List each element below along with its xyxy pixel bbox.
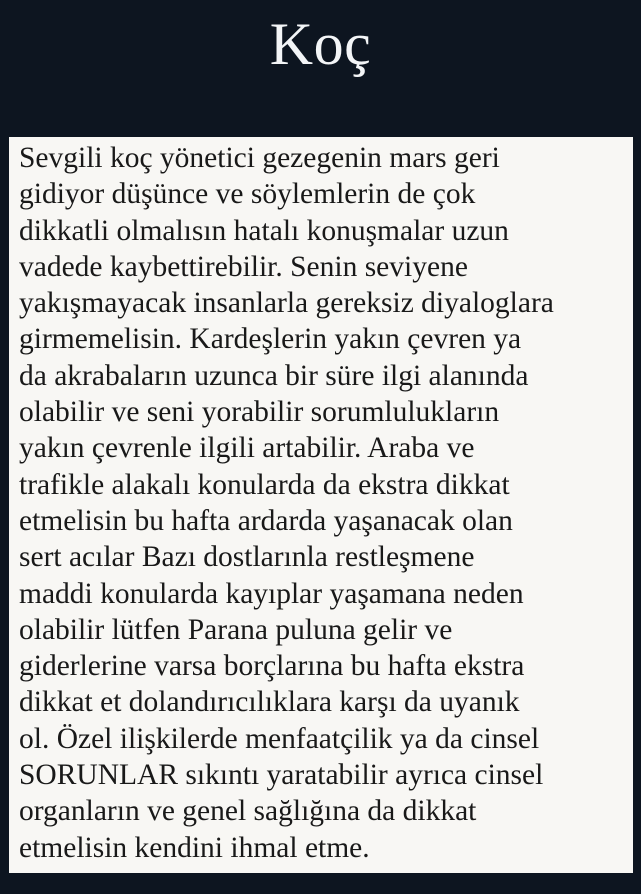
horoscope-text-line: girmemelisin. Kardeşlerin yakın çevren ya (19, 323, 522, 356)
horoscope-text-line: olabilir lütfen Parana puluna gelir ve (19, 613, 453, 646)
horoscope-text-line: dikkat et dolandırıcılıklara karşı da uyanık (19, 686, 520, 719)
horoscope-text-line: gidiyor düşünce ve söylemlerin de çok (19, 178, 476, 211)
horoscope-text-line: yakın çevrenle ilgili artabilir. Araba ve (19, 432, 475, 465)
zodiac-sign-title: Koç (269, 11, 372, 77)
horoscope-text-line: maddi konularda kayıplar yaşamana neden (19, 577, 524, 610)
horoscope-body-text (19, 140, 629, 866)
horoscope-text-line: sert acılar Bazı dostlarınla restleşmene (19, 541, 475, 574)
horoscope-text-line: etmelisin bu hafta ardarda yaşanacak olan (19, 504, 513, 537)
horoscope-text-line: SORUNLAR sıkıntı yaratabilir ayrıca cinsel (19, 759, 544, 792)
horoscope-text-line: organların ve genel sağlığına da dikkat (19, 795, 477, 828)
horoscope-text-line: da akrabaların uzunca bir süre ilgi alanında (19, 359, 529, 392)
horoscope-text-line: dikkatli olmalısın hatalı konuşmalar uzun (19, 214, 509, 247)
horoscope-text-line: olabilir ve seni yorabilir sorumlulukların (19, 396, 500, 429)
horoscope-text-card (9, 137, 633, 873)
horoscope-text-line: giderlerine varsa borçlarına bu hafta ekstra (19, 650, 525, 683)
horoscope-text-line: vadede kaybettirebilir. Senin seviyene (19, 250, 468, 283)
horoscope-text-line: Sevgili koç yönetici gezegenin mars geri (19, 142, 500, 174)
horoscope-text-line: trafikle alakalı konularda da ekstra dikkat (19, 468, 510, 501)
horoscope-text-line: etmelisin kendini ihmal etme. (19, 831, 370, 864)
horoscope-text-line: yakışmayacak insanlarla gereksiz diyaloglara (19, 287, 554, 320)
horoscope-text-line: ol. Özel ilişkilerde menfaatçilik ya da cinsel (19, 722, 540, 755)
